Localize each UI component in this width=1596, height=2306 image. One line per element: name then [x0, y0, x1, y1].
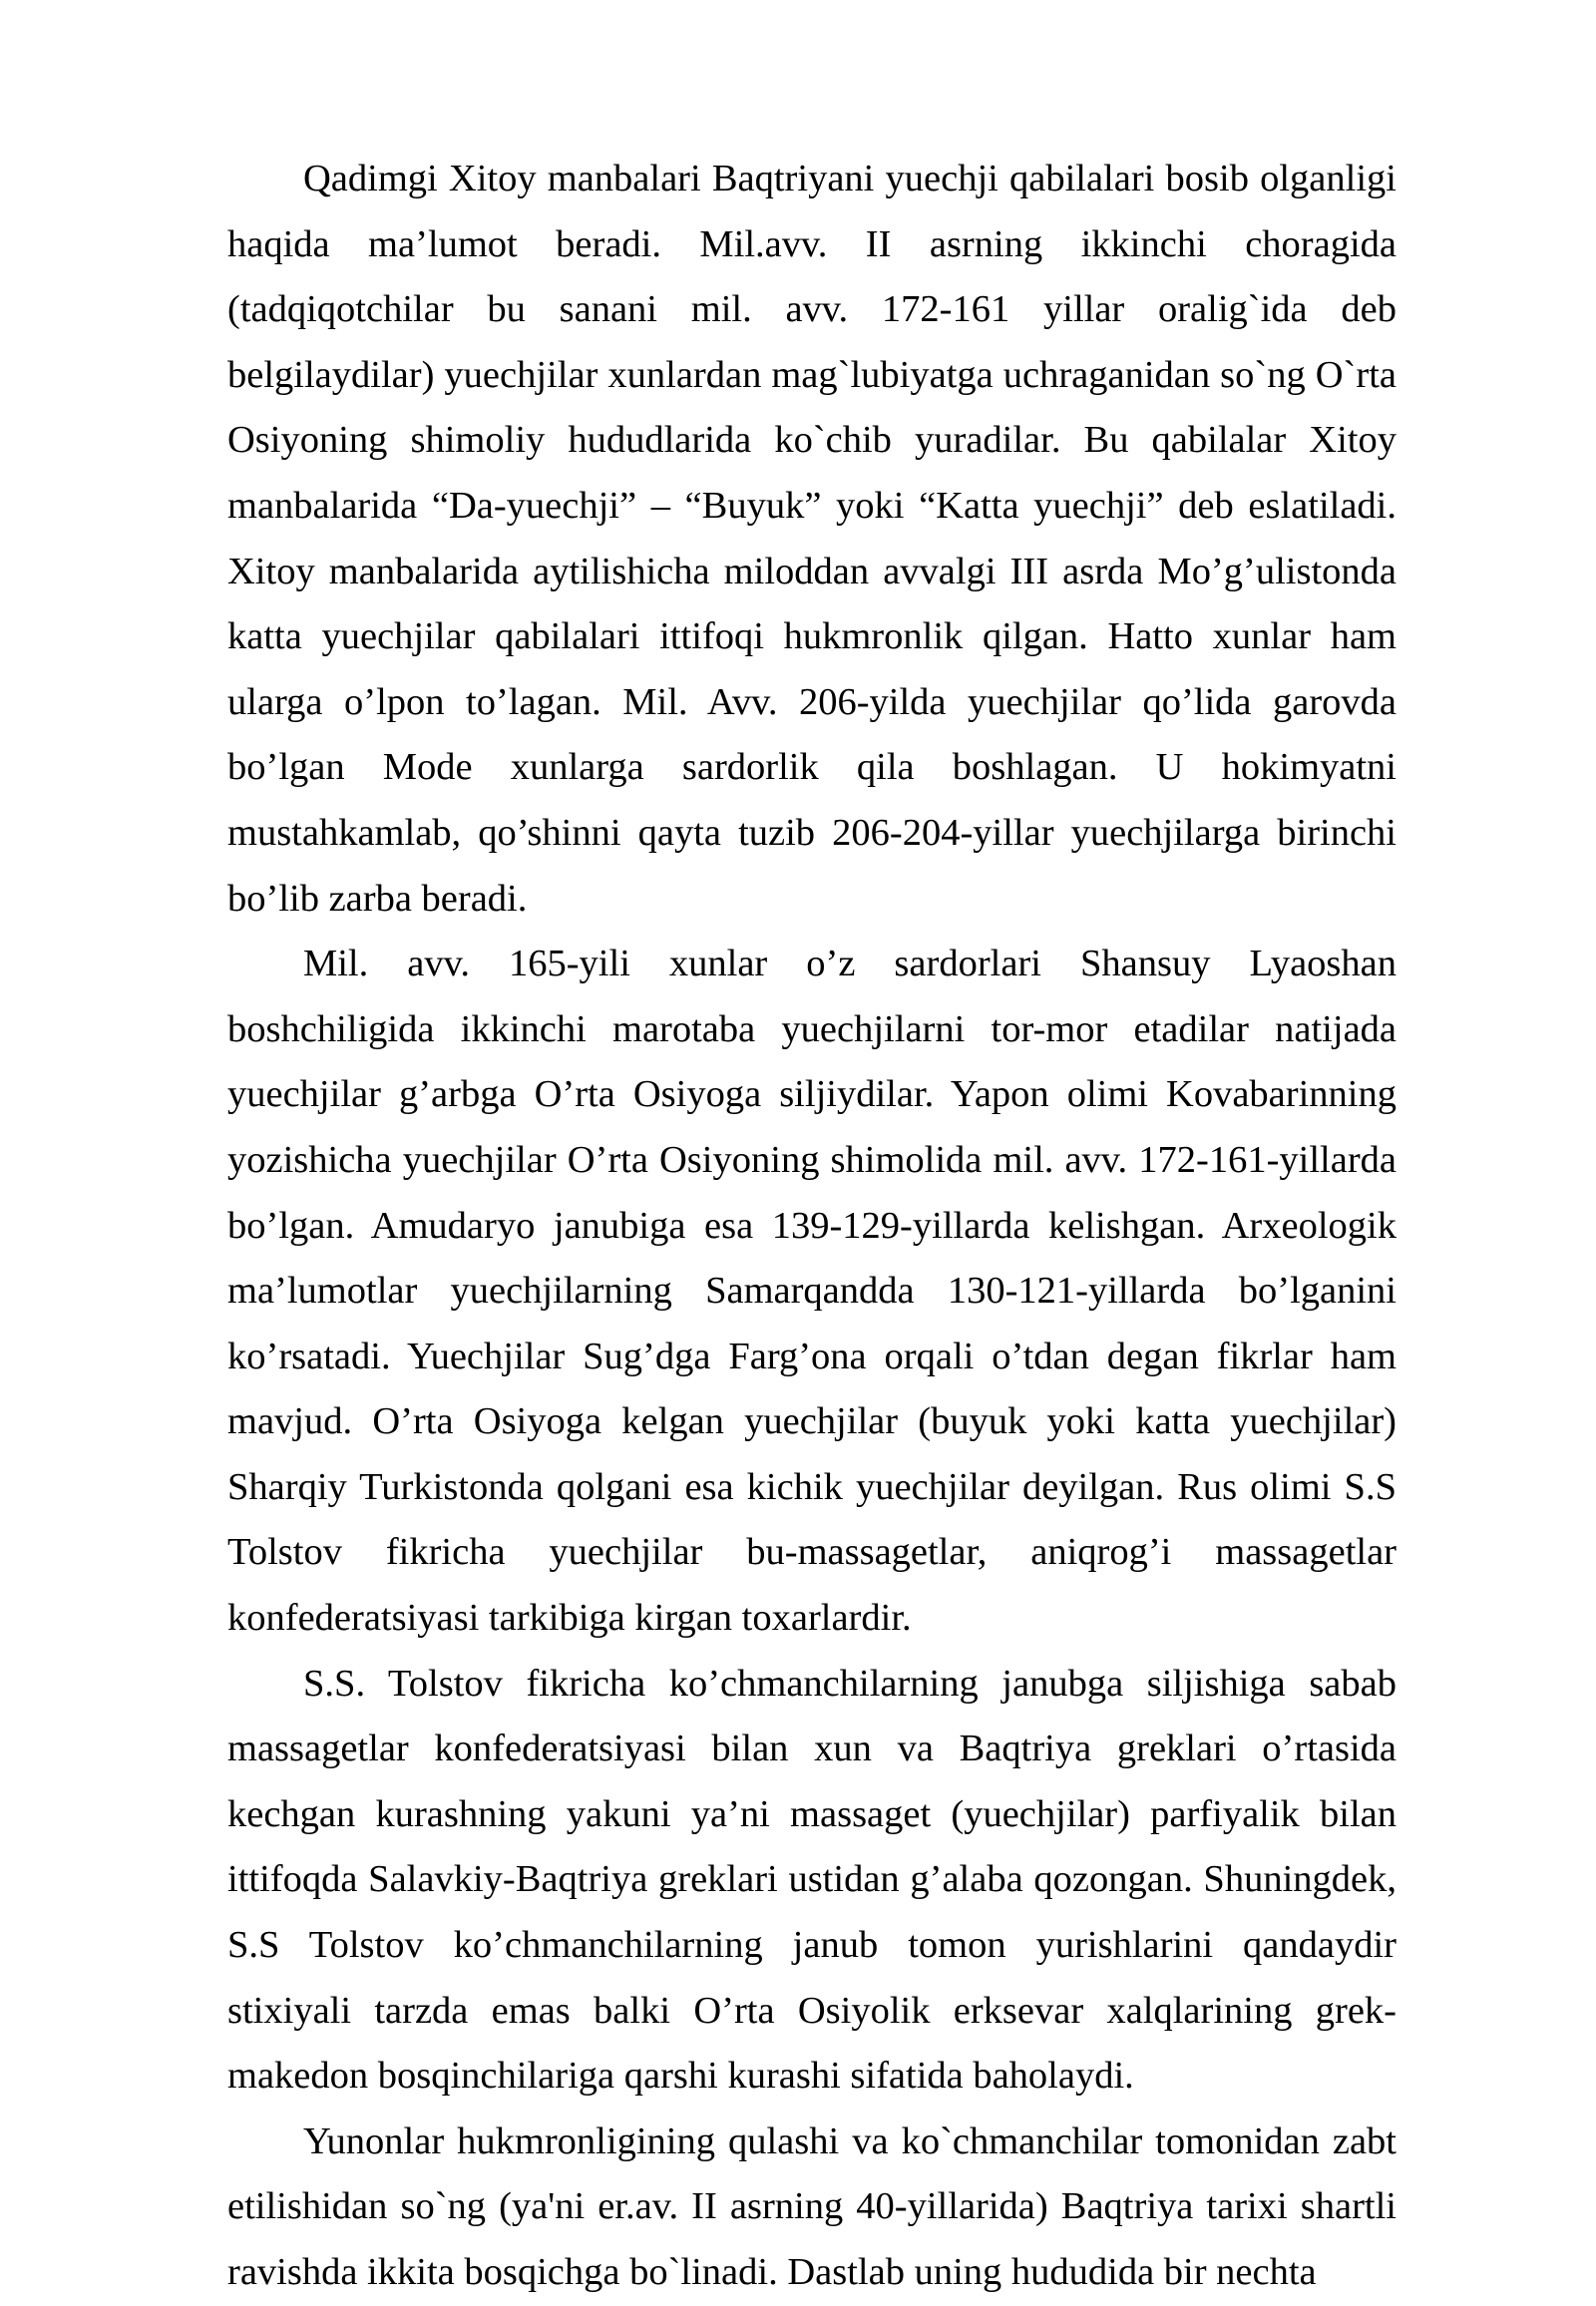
paragraph-xun-defeat: Mil. avv. 165-yili xunlar o’z sardorlari Shansuy Lyaoshan boshchiligida ikkinchi marotaba yuechjilarni tor-mor etadilar natijada yuechjilar g’arbga O’rta Osiyoga siljiydilar. Yapon olimi Kovabarinning yozishicha yuechjilar O’rta Osiyoning shimolida mil. avv. 172-161-yillarda bo’lgan. Amudaryo janubiga esa 139-129-yillarda kelishgan. Arxeologik ma’lumotlar yuechjilarning Samarqandda 130-121-yillarda bo’lganini ko’rsatadi. Yuechjilar Sug’dga Farg’ona orqali o’tdan degan fikrlar ham mavjud. O’rta Osiyoga kelgan yuechjilar (buyuk yoki katta yuechjilar) Sharqiy Turkistonda qolgani esa kichik yuechjilar deyilgan. Rus olimi S.S Tolstov fikricha yuechjilar bu-massagetlar, aniqrog’i massagetlar konfederatsiyasi tarkibiga kirgan toxarlardir.	[227, 943, 1396, 1640]
paragraph-yuechji-origins: Qadimgi Xitoy manbalari Baqtriyani yuechji qabilalari bosib olganligi haqida ma’lumot beradi. Mil.avv. II asrning ikkinchi choragida (tadqiqotchilar bu sanani mil. avv. 172-161 yillar oralig`ida deb belgilaydilar) yuechjilar xunlardan mag`lubiyatga uchraganidan so`ng O`rta Osiyoning shimoliy hududlarida ko`chib yuradilar. Bu qabilalar Xitoy manbalarida “Da-yuechji” – “Buyuk” yoki “Katta yuechji” deb eslatiladi. Xitoy manbalarida aytilishicha miloddan avvalgi III asrda Mo’g’ulistonda katta yuechjilar qabilalari ittifoqi hukmronlik qilgan. Hatto xunlar ham ularga o’lpon to’lagan. Mil. Avv. 206-yilda yuechjilar qo’lida garovda bo’lgan Mode xunlarga sardorlik qila boshlagan. U hokimyatni mustahkamlab, qo’shinni qayta tuzib 206-204-yillar yuechjilarga birinchi bo’lib zarba beradi.	[227, 158, 1396, 920]
paragraph-tolstov-opinion: S.S. Tolstov fikricha ko’chmanchilarning janubga siljishiga sabab massagetlar konfederatsiyasi bilan xun va Baqtriya greklari o’rtasida kechgan kurashning yakuni ya’ni massaget (yuechjilar) parfiyalik bilan ittifoqda Salavkiy-Baqtriya greklari ustidan g’alaba qozongan. Shuningdek, S.S Tolstov ko’chmanchilarning janub tomon yurishlarini qandaydir stixiyali tarzda emas balki O’rta Osiyolik erksevar xalqlarining grek-makedon bosqinchilariga qarshi kurashi sifatida baholaydi.	[227, 1662, 1396, 2098]
paragraph-baqtriya-stages: Yunonlar hukmronligining qulashi va ko`chmanchilar tomonidan zabt etilishidan so`ng (ya'ni er.av. II asrning 40-yillarida) Baqtriya tarixi shartli ravishda ikkita bosqichga bo`linadi. Dastlab uning hududida bir nechta	[227, 2119, 1396, 2293]
document-body	[227, 147, 1396, 2306]
